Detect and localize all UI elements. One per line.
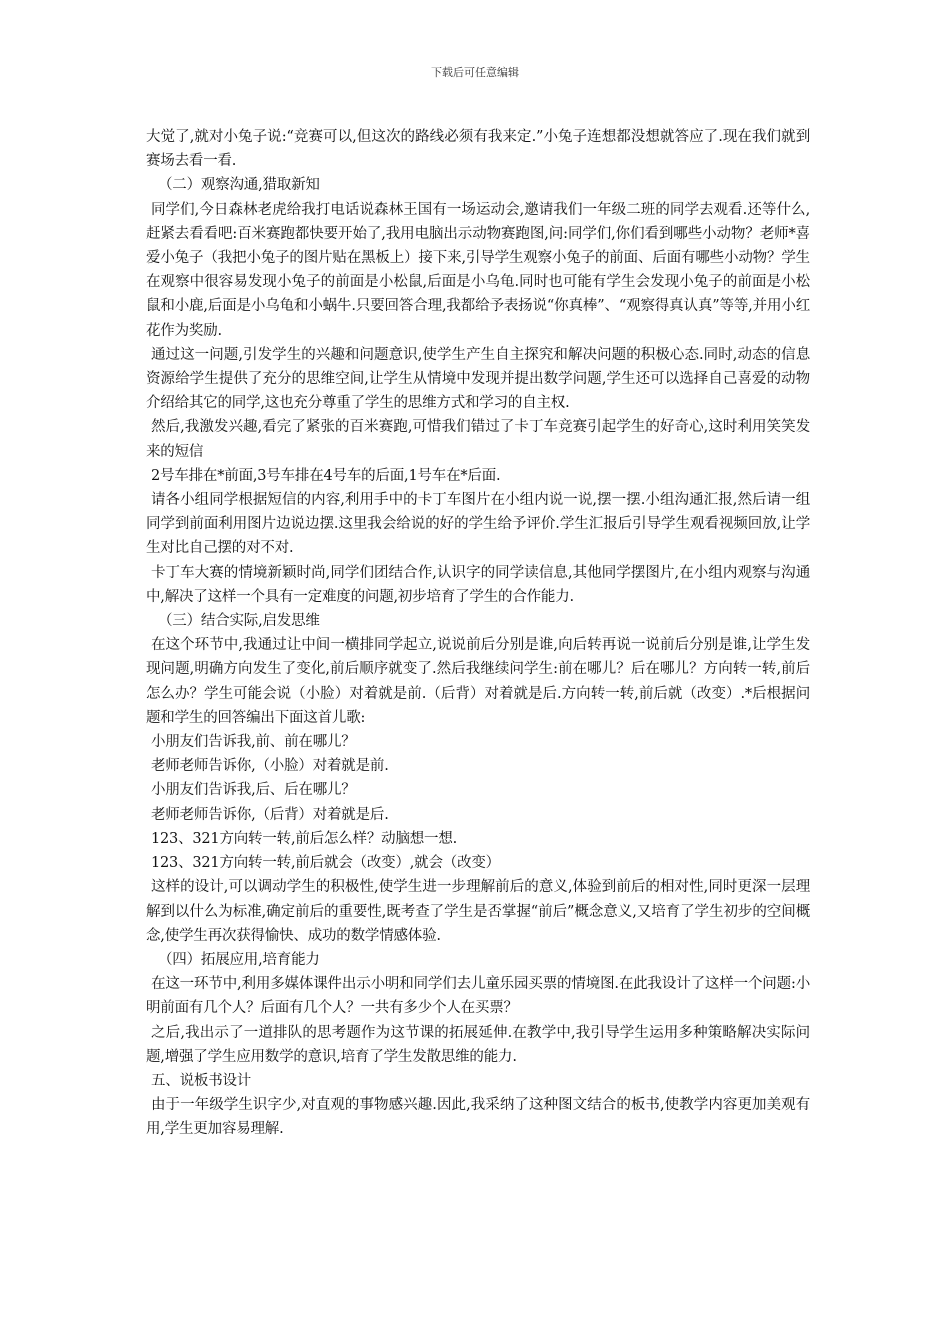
paragraph: 卡丁车大赛的情境新颖时尚,同学们团结合作,认识字的同学读信息,其他同学摆图片,在小组内观察与沟通中,解决了这样一个具有一定难度的问题,初步培育了学生的合作能力. [146,564,810,605]
paragraph: 请各小组同学根据短信的内容,利用手中的卡丁车图片在小组内说一说,摆一摆.小组沟通汇报,然后请一组同学到前面利用图片边说边摆.这里我会给说的好的学生给予评价.学生汇报后引导学生观看视频回放,让学生对比自己摆的对不对. [146,492,810,557]
section-heading: （二）观察沟通,猎取新知 [158,177,320,194]
song-line: 老师老师告诉你,（后背）对着就是后. [151,806,389,823]
section-heading: 五、说板书设计 [151,1072,252,1089]
paragraph: 2号车排在*前面,3号车排在4号车的后面,1号车在*后面. [151,467,501,484]
paragraph: 在这一环节中,利用多媒体课件出示小明和同学们去儿童乐园买票的情境图.在此我设计了这样一个问题:小明前面有几个人？后面有几个人？一共有多少个人在买票？ [146,976,810,1017]
paragraph: 通过这一问题,引发学生的兴趣和问题意识,使学生产生自主探究和解决问题的积极心态.同时,动态的信息资源给学生提供了充分的思维空间,让学生从情境中发现并提出数学问题,学生还可以选择自己喜爱的动物介绍给其它的同学,这也充分尊重了学生的思维方式和学习的自主权. [146,346,810,412]
song-line: 123、321方向转一转,前后怎么样？动脑想一想. [151,830,458,847]
document-body [146,125,810,1142]
song-line: 小朋友们告诉我,前、前在哪儿？ [151,734,356,751]
song-line: 小朋友们告诉我,后、后在哪儿？ [151,782,356,799]
song-line: 老师老师告诉你,（小脸）对着就是前. [151,758,389,775]
paragraph: 在这个环节中,我通过让中间一横排同学起立,说说前后分别是谁,向后转再说一说前后分别是谁,让学生发现问题,明确方向发生了变化,前后顺序就变了.然后我继续问学生:前在哪儿？后在哪儿？方向转一转,前后怎么办？学生可能会说（小脸）对着就是前.（后背）对着就是后.方向转一转,前后就（改变）.*后根据问题和学生的回答编出下面这首儿歌: [146,637,810,726]
song-line: 123、321方向转一转,前后就会（改变）,就会（改变） [151,855,500,872]
paragraph: 之后,我出示了一道排队的思考题作为这节课的拓展延伸.在教学中,我引导学生运用多种策略解决实际问题,增强了学生应用数学的意识,培育了学生发散思维的能力. [146,1024,810,1065]
section-heading: （四）拓展应用,培育能力 [158,951,320,968]
page-header: 下载后可任意编辑 [431,66,519,79]
paragraph: 这样的设计,可以调动学生的积极性,使学生进一步理解前后的意义,体验到前后的相对性,同时更深一层理解到以什么为标准,确定前后的重要性,既考查了学生是否掌握“前后”概念意义,又培育了学生初步的空间概念,使学生再次获得愉快、成功的数学情感体验. [146,879,810,944]
paragraph: 然后,我激发兴趣,看完了紧张的百米赛跑,可惜我们错过了卡丁车竞赛引起学生的好奇心,这时利用笑笑发来的短信 [146,419,810,460]
paragraph: 同学们,今日森林老虎给我打电话说森林王国有一场运动会,邀请我们一年级二班的同学去观看.还等什么,赶紧去看看吧:百米赛跑都快要开始了,我用电脑出示动物赛跑图,问:同学们,你们看到哪些小动物？老师*喜爱小兔子（我把小兔子的图片贴在黑板上）接下来,引导学生观察小兔子的前面、后面有哪些小动物？学生在观察中很容易发现小兔子的前面是小松鼠,后面是小乌龟.同时也可能有学生会发现小兔子的前面是小松鼠和小鹿,后面是小乌龟和小蜗牛.只要回答合理,我都给予表扬说“你真棒”、“观察得真认真”等等,并用小红花作为奖励. [146,201,810,339]
section-heading: （三）结合实际,启发思维 [158,613,320,630]
paragraph: 由于一年级学生识字少,对直观的事物感兴趣.因此,我采纳了这种图文结合的板书,使教学内容更加美观有用,学生更加容易理解. [146,1097,810,1138]
paragraph: 大觉了,就对小兔子说:“竞赛可以,但这次的路线必须有我来定.”小兔子连想都没想就答应了.现在我们就到赛场去看一看. [146,129,810,170]
